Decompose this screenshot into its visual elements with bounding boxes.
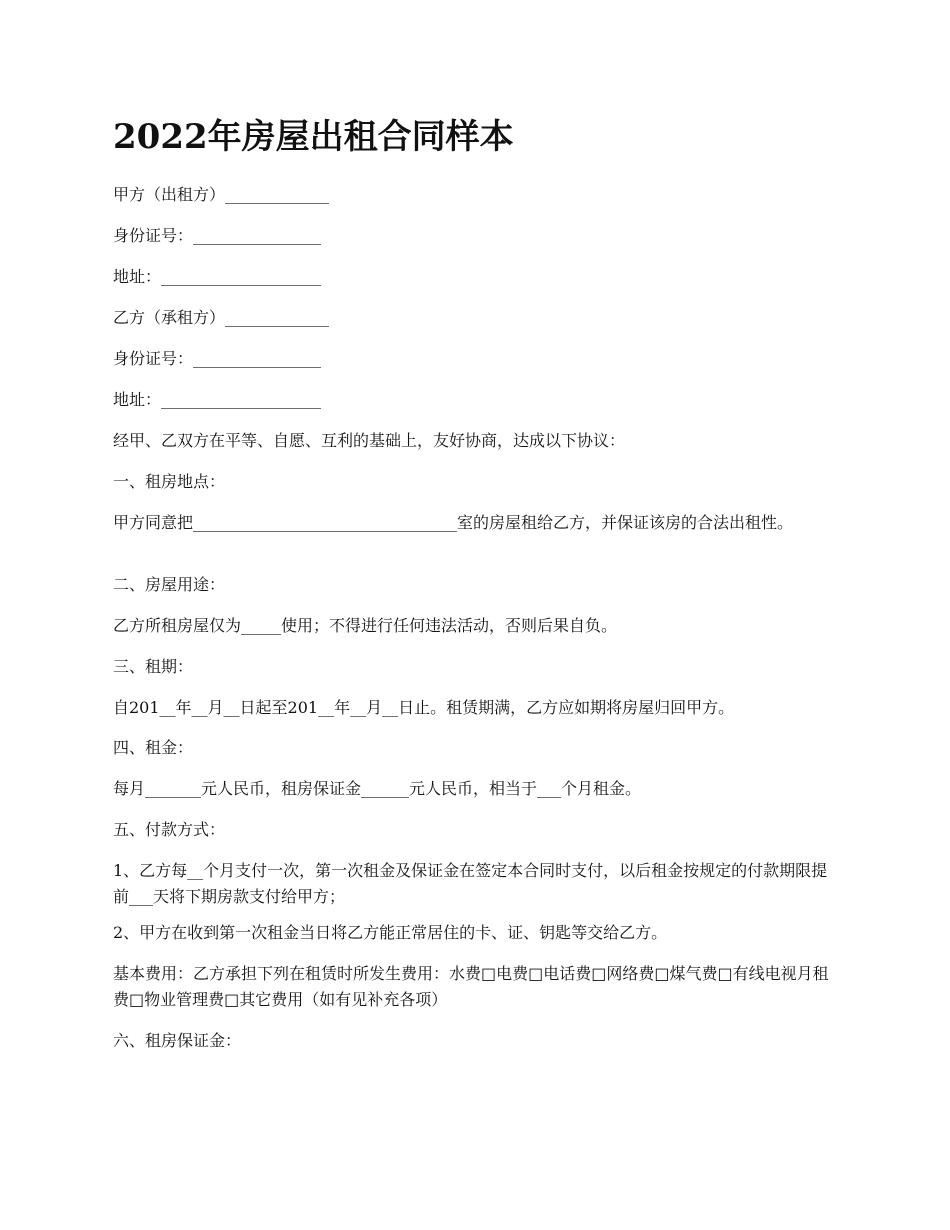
- section-heading-term: 三、租期：: [113, 657, 194, 676]
- section-heading-location: 一、租房地点：: [113, 472, 226, 491]
- party-b-name: 乙方（承租方）_____________: [113, 308, 330, 327]
- section-heading-deposit: 六、租房保证金：: [113, 1031, 242, 1050]
- section-heading-usage: 二、房屋用途：: [113, 575, 226, 594]
- party-b-address: 地址：____________________: [113, 390, 322, 409]
- term-clause: 自201__年__月__日起至201__年__月__日止。租赁期满，乙方应如期将房屋归回甲方。: [113, 698, 735, 717]
- basic-fees-clause: 基本费用：乙方承担下列在租赁时所发生费用：水费□电费□电话费□网络费□煤气费□有线电视月租费□物业管理费□其它费用（如有见补充各项）: [113, 964, 829, 1009]
- party-b-id-number: 身份证号：________________: [113, 349, 322, 368]
- usage-clause: 乙方所租房屋仅为_____使用；不得进行任何违法活动，否则后果自负。: [113, 616, 618, 635]
- agreement-preamble: 经甲、乙双方在平等、自愿、互利的基础上，友好协商，达成以下协议：: [113, 431, 626, 450]
- payment-clause-2: 2、甲方在收到第一次租金当日将乙方能正常居住的卡、证、钥匙等交给乙方。: [113, 923, 668, 942]
- section-heading-payment: 五、付款方式：: [113, 820, 226, 839]
- party-a-address: 地址：____________________: [113, 267, 322, 286]
- location-clause: 甲方同意把_________________________________室的房屋租给乙方，并保证该房的合法出租性。: [113, 513, 794, 532]
- document-title: 2022年房屋出租合同样本: [113, 117, 514, 157]
- payment-clause-1: 1、乙方每__个月支付一次，第一次租金及保证金在签定本合同时支付，以后租金按规定的付款期限提前___天将下期房款支付给甲方；: [113, 861, 828, 906]
- party-a-id-number: 身份证号：________________: [113, 226, 322, 245]
- section-heading-rent: 四、租金：: [113, 738, 194, 757]
- party-a-name: 甲方（出租方）_____________: [113, 185, 330, 204]
- rent-clause: 每月_______元人民币，租房保证金______元人民币，相当于___个月租金。: [113, 779, 642, 798]
